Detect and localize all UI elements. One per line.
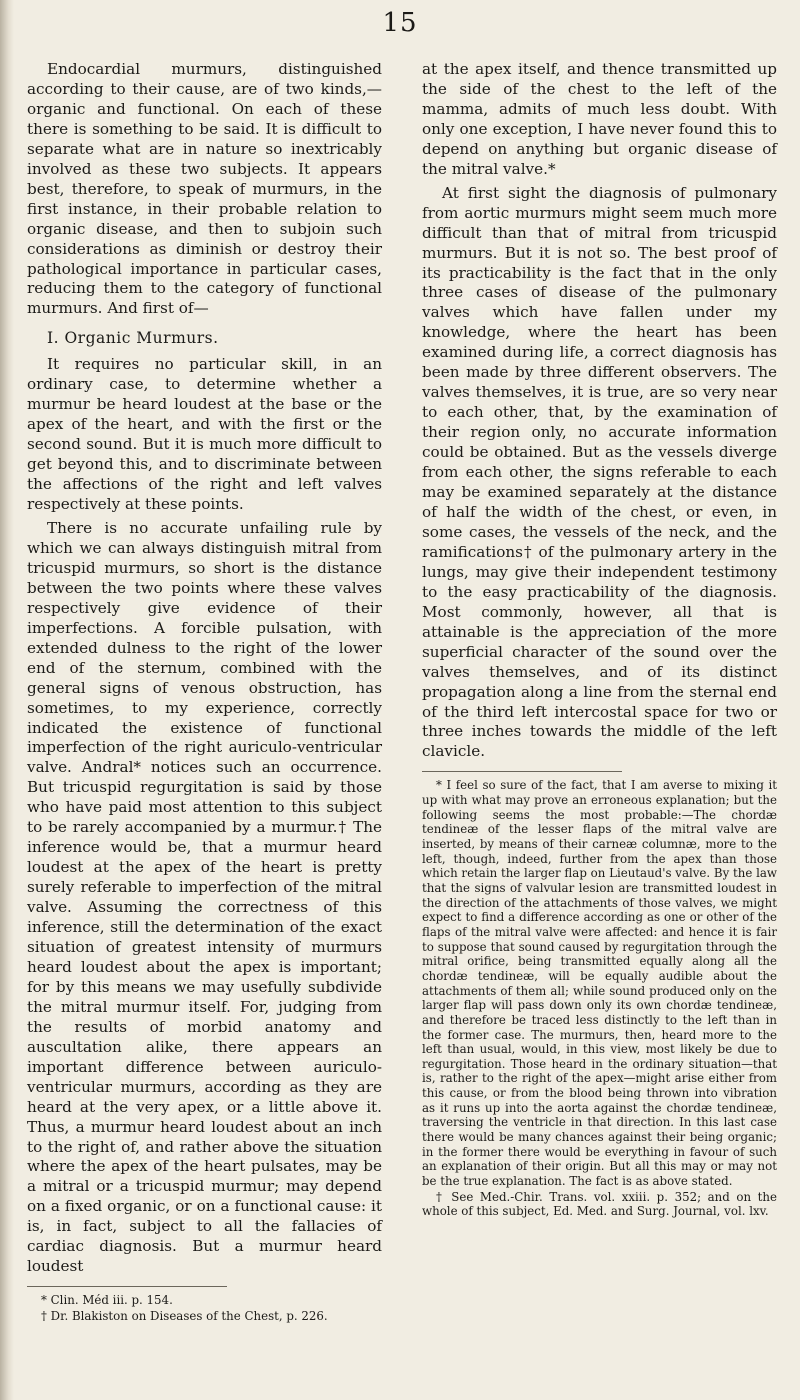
footnote: † Dr. Blakiston on Diseases of the Chest, p. 226. bbox=[41, 1308, 328, 1323]
page-number: 15 bbox=[382, 8, 418, 38]
footnote: * I feel so sure of the fact, that I am averse to mixing it up with what may prove an erroneous explanation; but the following seems the most probable:—The chordæ tendineæ of the lesser flaps of the mitral valve are inserted, by means of their carneæ columnæ, more to the left, though, indeed, further from the apex than those which retain the larger flap on Lieutaud's valve. By the law that the signs of valvular lesion are transmitted loudest in the direction of the attachments of those valves, we might expect to find a difference according as one or other of the flaps of the mitral valve were affected: and hence it is fair to suppose that sound caused by regurgitation through the mitral orifice, being transmitted equally along all the chordæ tendineæ, will be equally audible about the attachments of them all; while sound produced only on the larger flap will pass down only its own chordæ tendineæ, and therefore be traced less distinctly to the left than in the former case. The murmurs, then, heard more to the left than usual, would, in this view, most likely be due to regurgitation. Those heard in the ordinary situation—that is, rather to the right of the apex—might arise either from this cause, or from the blood being thrown into vibration as it runs up into the aorta against the chordæ tendineæ, traversing the ventricle in that direction. In this last case there would be many chances against their being organic; in the former there would be everything in favour of such an explanation of their origin. But all this may or may not be the true explanation. The fact is as above stated. bbox=[422, 778, 777, 1189]
paragraph: At first sight the diagnosis of pulmonary from aortic murmurs might seem much more difficult than that of mitral from tricuspid murmurs. But it is not so. The best proof of its practicability is the fact that in the only three cases of disease of the pulmonary valves which have fallen under my knowledge, where the heart has been examined during life, a correct diagnosis has been made by three different observers. The valves themselves, it is true, are so very near to each other, that, by the examination of their region only, no accurate information could be obtained. But as the vessels diverge from each other, the signs referable to each may be examined separately at the distance of half the width of the chest, or even, in some cases, the vessels of the neck, and the ramifications† of the pulmonary artery in the lungs, may give their independent testimony to the easy practicability of the diagnosis. Most commonly, however, all that is attainable is the appreciation of the more superficial character of the sound over the valves themselves, and of its distinct propagation along a line from the sternal end of the third left intercostal space for two or three inches towards the middle of the left clavicle. bbox=[422, 183, 777, 761]
paragraph: It requires no particular skill, in an ordinary case, to determine whether a murmur be heard loudest at the base or the apex of the heart, and with the first or the second sound. But it is much more difficult to get beyond this, and to discriminate between the affections of the right and left valves respectively at these points. bbox=[27, 355, 382, 514]
section-heading: I. Organic Murmurs. bbox=[47, 329, 219, 348]
left-column bbox=[27, 60, 382, 1324]
paragraph: Endocardial murmurs, distinguished according to their cause, are of two kinds,—organic and functional. On each of these there is something to be said. It is difficult to separate what are in nature so inextricably involved as these two subjects. It appears best, therefore, to speak of murmurs, in the first instance, in their probable relation to organic disease, and then to subjoin such considerations as diminish or destroy their pathological importance in particular cases, reducing them to the category of functional murmurs. And first of— bbox=[27, 60, 382, 318]
paragraph: at the apex itself, and thence transmitted up the side of the chest to the left of the mamma, admits of much less doubt. With only one exception, I have never found this to depend on anything but organic disease of the mitral valve.* bbox=[422, 60, 777, 178]
page-gutter-shadow bbox=[0, 0, 14, 1400]
footnote-divider bbox=[422, 771, 622, 772]
footnote: † See Med.-Chir. Trans. vol. xxiii. p. 352; and on the whole of this subject, Ed. Med. and Surg. Journal, vol. lxv. bbox=[422, 1189, 777, 1219]
paragraph: There is no accurate unfailing rule by which we can always distinguish mitral from tricuspid murmurs, so short is the distance between the two points where these valves respectively give evidence of their imperfections. A forcible pulsation, with extended dulness to the right of the lower end of the sternum, combined with the general signs of venous obstruction, has sometimes, to my experience, correctly indicated the existence of functional imperfection of the right auriculo-ventricular valve. Andral* notices such an occurrence. But tricuspid regurgitation is said by those who have paid most attention to this subject to be rarely accompanied by a murmur.† The inference would be, that a murmur heard loudest at the apex of the heart is pretty surely referable to imperfection of the mitral valve. Assuming the correctness of this inference, still the determination of the exact situation of greatest intensity of murmurs heard loudest about the apex is important; for by this means we may usefully subdivide the mitral murmur itself. For, judging from the results of morbid anatomy and auscultation alike, there appears an important difference between auriculo-ventricular murmurs, according as they are heard at the very apex, or a little above it. Thus, a murmur heard loudest about an inch to the right of, and rather above the situation where the apex of the heart pulsates, may be a mitral or a tricuspid murmur; may depend on a fixed organic, or on a functional cause: it is, in fact, subject to all the fallacies of cardiac diagnosis. But a murmur heard loudest bbox=[27, 518, 382, 1276]
right-column bbox=[422, 60, 777, 1219]
footnote: * Clin. Méd iii. p. 154. bbox=[41, 1293, 173, 1308]
footnote-divider bbox=[27, 1286, 227, 1287]
